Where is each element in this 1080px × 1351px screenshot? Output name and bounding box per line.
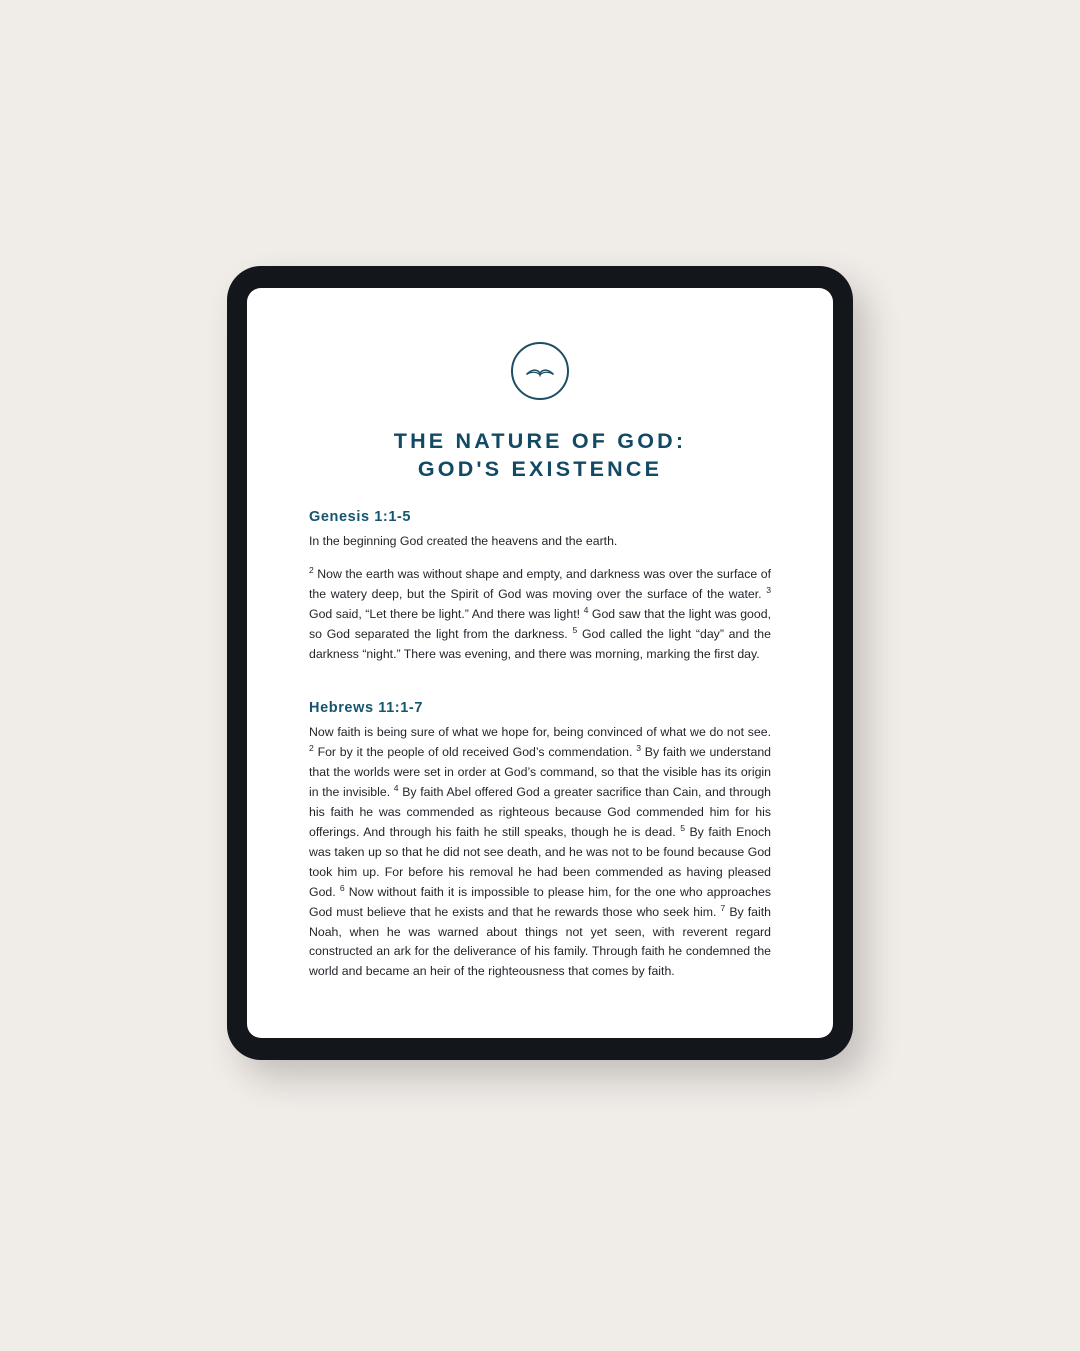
passage-paragraph bbox=[309, 723, 771, 982]
open-book-icon bbox=[511, 342, 569, 400]
section-spacer bbox=[309, 686, 771, 700]
passage-text: For by it the people of old received God’s commendation. bbox=[313, 745, 637, 760]
logo-container bbox=[309, 342, 771, 400]
passage-heading: Genesis 1:1-5 bbox=[309, 509, 412, 526]
verse-number: 5 bbox=[572, 624, 578, 635]
passage-genesis bbox=[309, 509, 771, 664]
passage-text: Now faith is being sure of what we hope for, being convinced of what we do not see. bbox=[309, 725, 771, 740]
verse-number: 2 bbox=[309, 564, 314, 575]
passage-text: By faith we understand that the worlds were set in order at God’s command, so that the visible has its origin in the invisible. bbox=[309, 745, 771, 800]
passage-heading: Hebrews 11:1-7 bbox=[309, 700, 423, 717]
page-title bbox=[309, 428, 771, 483]
verse-number: 3 bbox=[636, 743, 641, 754]
passage-paragraph bbox=[309, 565, 771, 665]
passage-text: God called the light “day” and the darkness “night.” There was evening, and there was morning, marking the first day. bbox=[309, 626, 771, 661]
tablet-device bbox=[227, 266, 853, 1060]
tablet-screen bbox=[247, 288, 833, 1038]
verse-number: 3 bbox=[766, 584, 771, 595]
document-page bbox=[247, 288, 833, 1038]
page-title-line-2: GOD'S EXISTENCE bbox=[417, 456, 663, 481]
verse-number: 7 bbox=[720, 902, 726, 913]
passage-text: Now without faith it is impossible to please him, for the one who approaches God must believe that he exists and that he rewards those who seek him. bbox=[309, 884, 772, 919]
passage-hebrews bbox=[309, 700, 771, 982]
passage-text: By faith Abel offered God a greater sacrifice than Cain, and through his faith he was commended as righteous because God commended him for his offerings. And through his faith he still speaks, though he is dead. bbox=[309, 785, 772, 839]
verse-number: 5 bbox=[680, 822, 685, 833]
passage-text: By faith Noah, when he was warned about things not yet seen, with reverent regard constructed an ark for the deliverance of his family. Through faith he condemned the world and became an heir of the righteousness that comes by faith. bbox=[309, 904, 771, 979]
passage-text: God said, “Let there be light.” And there was light! bbox=[309, 606, 584, 621]
verse-number: 6 bbox=[339, 882, 345, 893]
passage-text: By faith Enoch was taken up so that he did not see death, and he was not to be found because God took him up. For before his removal he had been commended as having pleased God. bbox=[309, 825, 771, 899]
verse-number: 2 bbox=[309, 743, 314, 754]
verse-number: 4 bbox=[393, 783, 399, 794]
passage-paragraph bbox=[309, 532, 771, 552]
page-title-line-1: THE NATURE OF GOD: bbox=[393, 429, 687, 453]
verse-number: 4 bbox=[583, 604, 589, 615]
passage-text: God saw that the light was good, so God separated the light from the darkness. bbox=[309, 606, 771, 641]
passage-text: In the beginning God created the heavens and the earth. bbox=[309, 534, 618, 549]
passage-text: Now the earth was without shape and empty, and darkness was over the surface of the watery deep, but the Spirit of God was moving over the surface of the water. bbox=[309, 566, 771, 601]
